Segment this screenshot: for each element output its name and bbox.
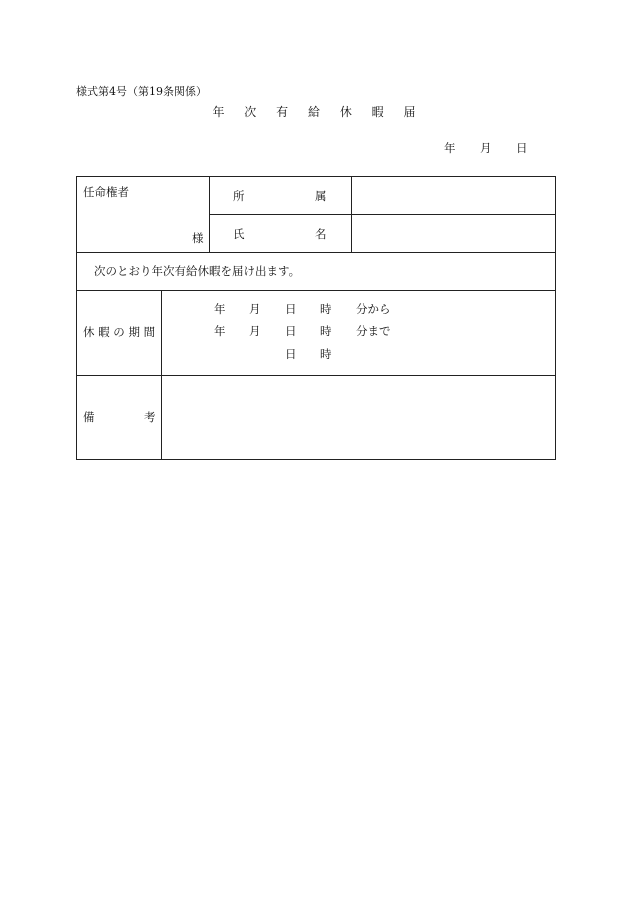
affiliation-label-a: 所 xyxy=(233,189,245,203)
title-char: 次 xyxy=(244,105,259,119)
leave-from-year: 年 xyxy=(214,302,226,316)
leave-to-year: 年 xyxy=(214,324,226,338)
leave-to-day: 日 xyxy=(285,324,297,338)
leave-to-hour: 時 xyxy=(320,324,332,338)
name-field[interactable] xyxy=(357,229,547,243)
appointer-honorific: 様 xyxy=(192,231,204,245)
title-char: 有 xyxy=(276,105,291,119)
affiliation-field[interactable] xyxy=(357,191,547,205)
leave-to-minute: 分まで xyxy=(356,324,391,338)
name-label-b: 名 xyxy=(315,227,327,241)
title-char: 届 xyxy=(403,105,418,119)
leave-from-hour: 時 xyxy=(320,302,332,316)
row-divider xyxy=(77,375,556,376)
date-month-label: 月 xyxy=(480,141,492,155)
affiliation-label-b: 属 xyxy=(315,189,327,203)
title-char: 暇 xyxy=(371,105,386,119)
leave-period-label: 休 暇 の 期 間 xyxy=(83,325,156,339)
col-divider xyxy=(209,177,210,252)
form-table xyxy=(76,176,556,460)
title-char: 休 xyxy=(339,105,354,119)
leave-to-month: 月 xyxy=(249,324,261,338)
remarks-field[interactable] xyxy=(169,387,549,453)
form-number: 様式第4号（第19条関係） xyxy=(76,85,207,98)
col-divider xyxy=(161,290,162,460)
leave-from-month: 月 xyxy=(249,302,261,316)
row-divider xyxy=(77,290,556,291)
leave-from-minute: 分から xyxy=(356,302,391,316)
name-label-a: 氏 xyxy=(233,227,245,241)
title-char: 給 xyxy=(307,105,322,119)
title-char: 年 xyxy=(212,105,227,119)
leave-total-day: 日 xyxy=(285,347,297,361)
date-year-label: 年 xyxy=(444,141,456,155)
notice-text: 次のとおり年次有給休暇を届け出ます。 xyxy=(94,264,301,278)
remarks-label-b: 考 xyxy=(144,410,156,424)
remarks-label-a: 備 xyxy=(83,410,95,424)
col-divider xyxy=(351,177,352,252)
leave-from-day: 日 xyxy=(285,302,297,316)
leave-total-hour: 時 xyxy=(320,347,332,361)
form-title xyxy=(0,106,630,118)
row-divider xyxy=(77,252,556,253)
appointer-label: 任命権者 xyxy=(83,185,129,199)
row-divider xyxy=(209,214,556,215)
date-day-label: 日 xyxy=(516,141,528,155)
